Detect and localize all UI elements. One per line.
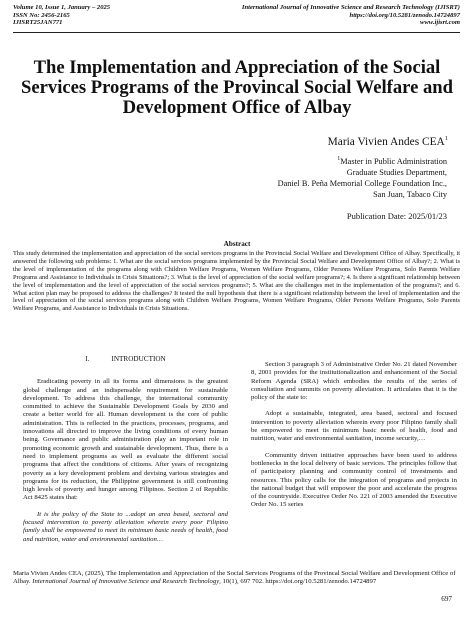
paper-title: The Implementation and Appreciation of the Social Services Programs of the Provincal Social Welfare and Development Office of Albay [21,57,453,118]
paper-id: IJISRT25JAN771 [13,19,63,27]
publication-date: Publication Date: 2025/01/23 [346,211,447,221]
citation-journal: International Journal of Innovative Science and Research Technology [32,578,220,586]
intro-paragraph-2: Section 3 paragraph 3 of Administrative Order No. 21 dated November 8, 2001 provides for the institutionalization and enhancement of the Social Reform Agenda (SRA) which embodies the results of the series of consultation and summits on poverty alleviation. It articulates that it is the policy of the state to: [251,361,457,402]
author-name-text: Maria Vivien Andes CEA [327,135,445,148]
citation-footer [13,570,460,586]
citation-text: Maria Vivien Andes CEA, (2025), The Implementation and Appreciation of the Social Services Programs of the Provincal Social Welfare and Development Office of Albay. [13,570,456,586]
section-number: I. [85,355,90,363]
affiliation-line-3: Daniel B. Peña Memorial College Foundation Inc., [277,178,447,188]
journal-header-right [242,4,460,27]
abstract-text: This study determined the implementation and appreciation of the social services programs in the Provincial Social Welfare and Development Office of Albay. Specifically, it answered the following sub problems: 1. What are the social services programs implemented by the Provincial Social Welfare and Development Office of Albay?; 2. What is the level of implementation of the programs along with Children Welfare Programs, Women Welfare Programs, Older Persons Welfare Programs, Solo Parents Welfare Programs and Assistance to Individuals in Crisis Situations?; 3. What is the level of appreciation of the social welfare programs?; 4. Is there a significant relationship between the level of implementation and the level of appreciation of the social services programs?; 5. What are the challenges met in the implementation of the programs?; and 6. What action plan may be proposed to address the challenges? It tested the null hypothesis that there is a significant relationship between the level of implementation and the level of appreciation of the social services programs along with Children Welfare Programs, Women Welfare Programs, Older Persons Welfare Programs, Solo Parents Welfare Programs, and Assistance to Individuals in Crisis Situations. [13,250,460,313]
affiliation-marker: 1 [337,156,341,162]
section-title: INTRODUCTION [111,355,166,363]
section-heading [23,355,228,363]
author-name [328,135,448,148]
page-number: 697 [441,595,452,603]
doi-link[interactable]: https://doi.org/10.5281/zenodo.14724897 [349,11,460,19]
header-rule [13,32,460,33]
abstract-heading: Abstract [223,240,251,248]
affiliation-line-4: San Juan, Tabaco City [373,189,447,199]
volume-issue: Volume 10, Issue 1, January – 2025 [13,4,111,11]
author-affiliation [278,154,447,200]
issn: ISSN No: 2456-2165 [13,11,70,19]
intro-paragraph-1: Eradicating poverty in all its forms and dimensions is the greatest global challenge and an indispensable requirement for sustainable development. To address this challenge, the international community committed to achieve the Sustainable Development Goals by 2030 and create a better world for all. Human development is the core of public administration. This is reflected in the practices, processes, programs, and innovations all directed to improve the living conditions of every human being. Governance and public administration play an important role in promoting economic growth and sustainable development. Thus, there is a need to implement programs as well as evaluate the different social programs that affect the conditions of citizens. After years of recognizing poverty as a key development problem and devising various strategies and programs for its reduction, the Philippine government is still confronting high levels of poverty and hunger among Filipinos. Section 2 of Republic Act 8425 states that: [23,378,228,502]
affiliation-line-2: Graduate Studies Department, [346,167,447,177]
affiliation-line-1: Master in Public Administration [340,156,447,166]
ra8425-quote: It is the policy of the State to ...adopt an area based, sectoral and focused intervention to poverty alleviation wherein every poor Filipino family shall be empowered to meet its minimum basic needs of health, food and nutrition, water and environmental sanitation… [23,510,228,543]
journal-header-left [13,4,110,27]
sra-quote: Adopt a sustainable, integrated, area based, sectoral and focused intervention to poverty alleviation wherein every poor Filipino family shall be empowered to meet tis minimum basic needs of health, food and nutrition, water and environmental sanitation, income security,… [251,410,457,443]
left-column [23,355,228,544]
intro-paragraph-3: Community driven initiative approaches have been used to address bottlenecks in the local delivery of basic services. The principles follow that of participatory planning and community control of investments and resources. This policy calls for the integration of programs and projects in the national budget that will empower the poor and accelerate the progress of the countryside. Executive Order No. 221 of 2003 amended the Executive Order No. 15 series [251,451,457,509]
right-column [251,361,457,510]
journal-name: International Journal of Innovative Science and Research Technology (IJISRT) [241,4,460,11]
citation-doi: , 10(1), 697 702. https://doi.org/10.5281/zenodo.14724897 [219,578,377,586]
journal-website-link[interactable]: www.ijisrt.com [419,19,460,27]
author-affiliation-marker: 1 [444,135,448,142]
